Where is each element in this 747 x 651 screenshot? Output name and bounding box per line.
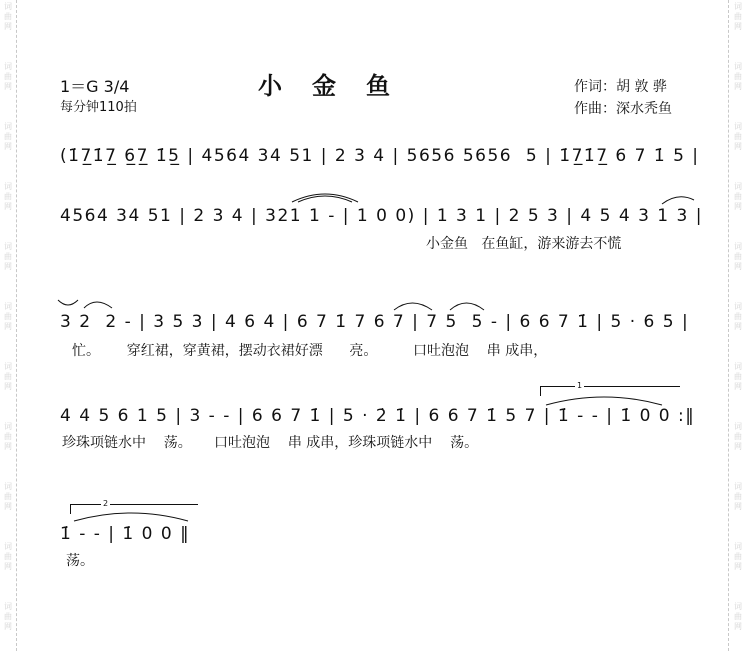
slur-mark xyxy=(544,393,664,407)
key-meter: 1＝G 3/4 xyxy=(60,77,130,96)
watermark: 词曲网 xyxy=(734,482,742,511)
watermark: 词曲网 xyxy=(734,602,742,631)
slur-mark xyxy=(56,296,116,312)
lyric-line-2: 小金鱼 在鱼缸，游来游去不慌 xyxy=(426,236,622,252)
watermark: 词曲网 xyxy=(734,122,742,151)
lyric-line-3: 忙。 穿红裙，穿黄裙，摆动衣裙好漂 亮。 口吐泡泡 串 成串， xyxy=(72,343,548,359)
lyricist-credit: 作词：胡 敦 骅 xyxy=(574,79,667,95)
score-line-5: 1̇ - - | 1̇ 0 0 ‖ xyxy=(60,524,191,544)
score-line-2: 4564 34 51 | 2 3 4 | 321 1 - | 1 0 0) | 1 3 1 | 2 5 3 | 4 5 4 3 1 3 | xyxy=(60,206,703,226)
watermark: 词曲网 xyxy=(734,242,742,271)
watermark: 词曲网 xyxy=(4,122,12,151)
slur-mark xyxy=(290,188,360,204)
slur-mark xyxy=(392,296,492,312)
slur-mark xyxy=(660,194,696,206)
watermark: 词曲网 xyxy=(4,482,12,511)
left-margin-line xyxy=(16,0,17,651)
right-margin-line xyxy=(728,0,729,651)
watermark: 词曲网 xyxy=(4,302,12,331)
watermark: 词曲网 xyxy=(4,602,12,631)
watermark: 词曲网 xyxy=(734,362,742,391)
watermark: 词曲网 xyxy=(734,422,742,451)
watermark: 词曲网 xyxy=(734,542,742,571)
watermark: 词曲网 xyxy=(734,302,742,331)
watermark: 词曲网 xyxy=(4,62,12,91)
watermark: 词曲网 xyxy=(4,242,12,271)
watermark: 词曲网 xyxy=(4,182,12,211)
score-line-3: 3 2 2 - | 3 5 3 | 4 6 4 | 6 7 1̇ 7 6 7 | 7 5 5 - | 6 6 7 1̇ | 5 · 6 5 | xyxy=(60,312,690,332)
score-line-4: 4 4 5 6 1 5 | 3 - - | 6 6 7 1̇ | 5 · 2̇ 1̇ | 6 6 7 1̇ 5 7 | 1̇ - - | 1̇ 0 0 :‖ xyxy=(60,406,696,426)
watermark: 词曲网 xyxy=(4,362,12,391)
composer-credit: 作曲：深水秃鱼 xyxy=(574,101,672,117)
first-ending-number: 1 xyxy=(577,381,583,390)
watermark: 词曲网 xyxy=(734,182,742,211)
lyric-line-4: 珍珠项链水中 荡。 口吐泡泡 串 成串，珍珠项链水中 荡。 xyxy=(62,435,479,451)
watermark: 词曲网 xyxy=(4,542,12,571)
lyric-line-5: 荡。 xyxy=(66,553,94,569)
score-line-1: (1̇7̲1̇7̲ 6̲7̲ 1̇5̲ | 4564 34 51 | 2 3 4 | 5656 5656 5 | 1̇7̲1̇7̲ 6 7 1̇ 5 | xyxy=(60,146,700,166)
watermark: 词曲网 xyxy=(734,62,742,91)
tempo-marking: 每分钟110拍 xyxy=(60,100,137,115)
slur-mark xyxy=(72,509,190,523)
watermark: 词曲网 xyxy=(4,422,12,451)
second-ending-number: 2 xyxy=(103,499,109,508)
song-title: 小金鱼 xyxy=(258,72,420,100)
watermark: 词曲网 xyxy=(734,2,742,31)
watermark: 词曲网 xyxy=(4,2,12,31)
